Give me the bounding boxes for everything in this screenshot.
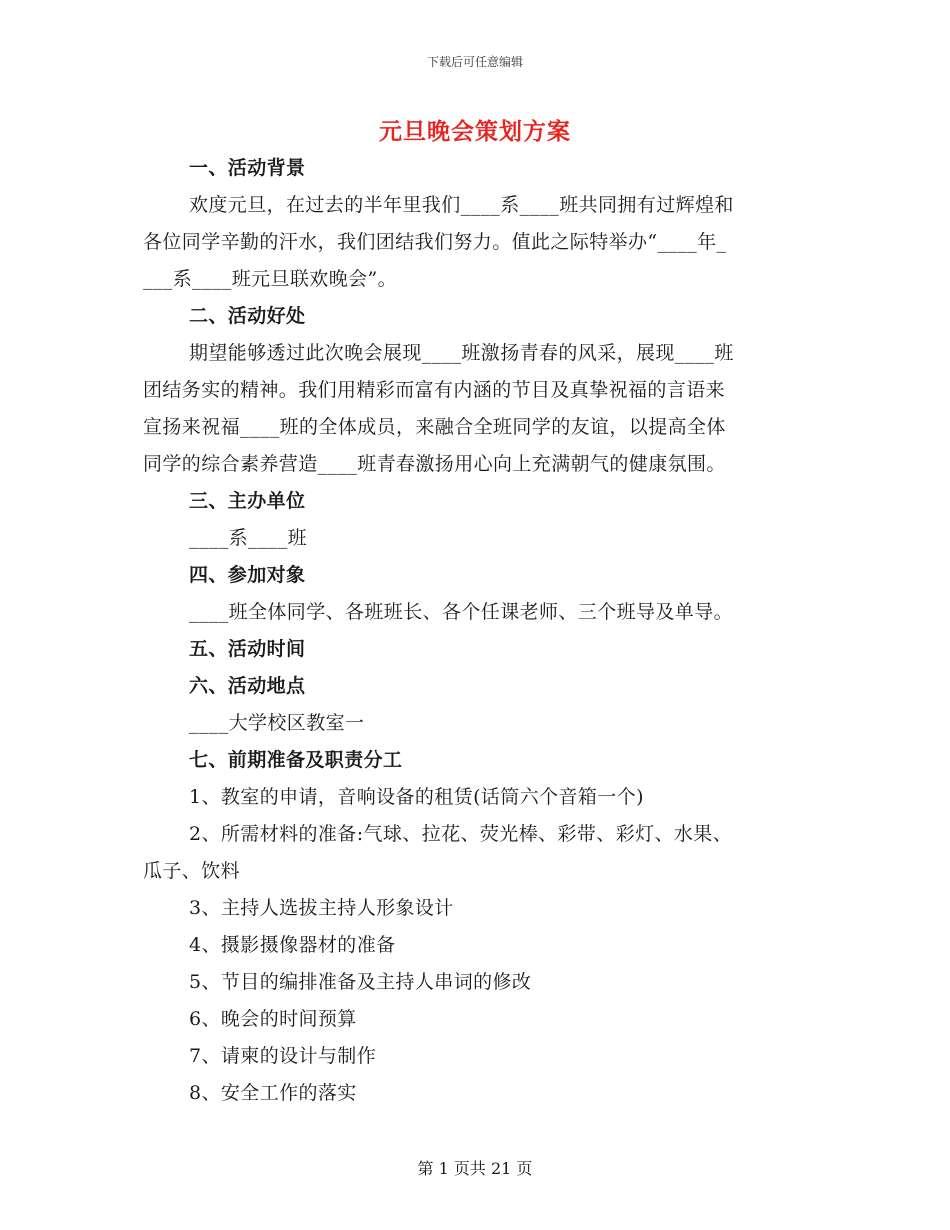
section-heading: 一、活动背景 xyxy=(189,157,306,179)
paragraph-line: 3、主持人选拔主持人形象设计 xyxy=(189,897,454,919)
paragraph-line: 6、晚会的时间预算 xyxy=(189,1008,357,1030)
document-title: 元旦晚会策划方案 xyxy=(379,118,571,145)
section-heading: 六、活动地点 xyxy=(189,675,306,697)
paragraph-line: 4、摄影摄像器材的准备 xyxy=(189,934,396,956)
paragraph-line: ____系____班 xyxy=(189,527,308,549)
paragraph-line: ____大学校区教室一 xyxy=(189,712,365,734)
paragraph-line: 8、安全工作的落实 xyxy=(189,1082,357,1104)
paragraph-line: 团结务实的精神。我们用精彩而富有内涵的节目及真挚祝福的言语来 xyxy=(143,379,726,401)
paragraph-line: 宣扬来祝福____班的全体成员，来融合全班同学的友谊，以提高全体 xyxy=(143,416,726,438)
document-body xyxy=(143,150,808,1112)
section-heading: 五、活动时间 xyxy=(189,638,306,660)
paragraph-line: 瓜子、饮料 xyxy=(143,860,241,882)
paragraph-line: 各位同学辛勤的汗水，我们团结我们努力。值此之际特举办“____年_ xyxy=(143,231,727,253)
page-footer: 第 1 页共 21 页 xyxy=(417,1159,533,1178)
paragraph-line: 7、请柬的设计与制作 xyxy=(189,1045,377,1067)
section-heading: 三、主办单位 xyxy=(189,490,306,512)
paragraph-line: 2、所需材料的准备:气球、拉花、荧光棒、彩带、彩灯、水果、 xyxy=(189,823,733,845)
paragraph-line: ___系____班元旦联欢晚会”。 xyxy=(143,268,398,290)
paragraph-line: 期望能够透过此次晚会展现____班激扬青春的风采，展现____班 xyxy=(189,342,734,364)
section-heading: 二、活动好处 xyxy=(189,305,306,327)
header-note: 下载后可任意编辑 xyxy=(426,55,523,69)
paragraph-line: ____班全体同学、各班班长、各个任课老师、三个班导及单导。 xyxy=(189,601,734,623)
paragraph-line: 5、节目的编排准备及主持人串词的修改 xyxy=(189,971,532,993)
paragraph-line: 1、教室的申请，音响设备的租赁(话筒六个音箱一个) xyxy=(189,786,644,808)
section-heading: 七、前期准备及职责分工 xyxy=(189,749,403,771)
paragraph-line: 欢度元旦，在过去的半年里我们____系____班共同拥有过辉煌和 xyxy=(189,194,734,216)
paragraph-line: 同学的综合素养营造____班青春激扬用心向上充满朝气的健康氛围。 xyxy=(143,453,726,475)
section-heading: 四、参加对象 xyxy=(189,564,306,586)
